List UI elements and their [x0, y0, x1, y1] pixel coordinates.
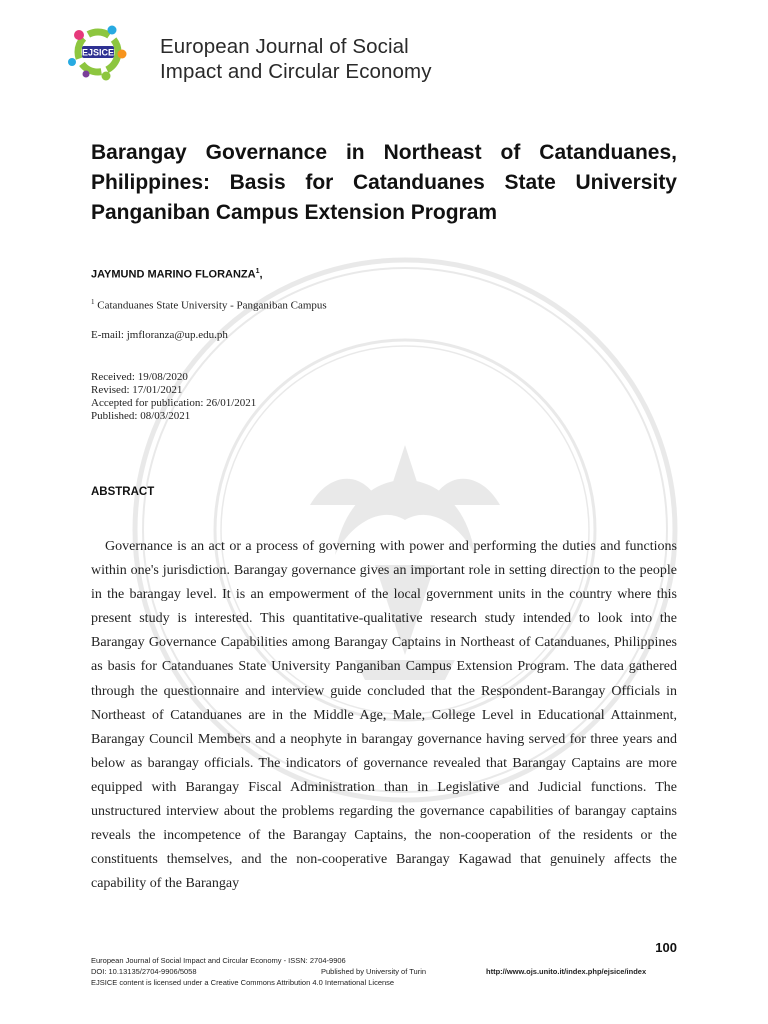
- author-name-text: JAYMUND MARINO FLORANZA: [91, 268, 256, 281]
- publication-dates: [91, 371, 256, 423]
- footer-url[interactable]: http://www.ojs.unito.it/index.php/ejsice/index: [486, 967, 647, 976]
- affiliation-text: Catanduanes State University - Panganiban Campus: [97, 299, 327, 312]
- published-date: Published: 08/03/2021: [91, 410, 191, 422]
- journal-logo: [62, 22, 144, 84]
- author-name: [91, 268, 263, 281]
- footer-doi[interactable]: DOI: 10.13135/2704-9906/5058: [91, 967, 197, 976]
- footer-publisher: Published by University of Turin: [321, 967, 427, 976]
- author-email[interactable]: E-mail: jmfloranza@up.edu.ph: [91, 329, 228, 341]
- journal-name: [160, 34, 432, 84]
- abstract-body: Governance is an act or a process of governing with power and performing the duties and functions within one's jurisdiction. Barangay governance gives an important role in setting direction to the people in the barangay level. It is an empowerment of the local government units in the country where this present study is interested. This quantitative-qualitative research study intended to look into the Barangay Governance Capabilities among Barangay Captains in Northeast of Catanduanes, Philippines as basis for Catanduanes State University Panganiban Campus Extension Program. The data gathered through the questionnaire and interview guide concluded that the Respondent-Barangay Officials in Northeast of Catanduanes are in the Middle Age, Male, College Level in Educational Attainment, Barangay Council Members and a neophyte in barangay governance having served for three years and below as barangay officials. The indicators of governance revealed that Barangay Captains are more equipped with Barangay Fiscal Administration than in Legislative and Judicial functions. The unstructured interview about the problems regarding the governance capabilities of barangay captains reveals the incompetence of the Barangay Captains, the non-cooperation of the residents or the constituents themselves, and the non-cooperative Barangay Kagawad that genuinely affects the capability of the Barangay: [91, 539, 677, 892]
- author-suffix: ,: [259, 268, 263, 281]
- footer-journal-line: European Journal of Social Impact and Circular Economy - ISSN: 2704-9906: [91, 956, 346, 965]
- revised-date: Revised: 17/01/2021: [91, 384, 183, 396]
- abstract-heading: ABSTRACT: [91, 486, 155, 498]
- journal-name-line2: Impact and Circular Economy: [160, 60, 432, 83]
- affiliation-superscript: 1: [91, 298, 95, 306]
- svg-text:EJSICE: EJSICE: [81, 47, 115, 58]
- received-date: Received: 19/08/2020: [91, 371, 188, 383]
- footer-license[interactable]: EJSICE content is licensed under a Creative Commons Attribution 4.0 International License: [91, 978, 395, 987]
- affiliation: [91, 298, 327, 312]
- footer-row-doi: [91, 966, 691, 977]
- journal-name-line1: European Journal of Social: [160, 35, 409, 58]
- author-superscript: 1: [255, 268, 260, 275]
- accepted-date: Accepted for publication: 26/01/2021: [91, 397, 257, 409]
- page-number: 100: [655, 940, 677, 955]
- paper-title: Barangay Governance in Northeast of Catanduanes, Philippines: Basis for Catanduanes State University Panganiban Campus Extension Program: [91, 141, 677, 224]
- page-footer: [91, 955, 691, 988]
